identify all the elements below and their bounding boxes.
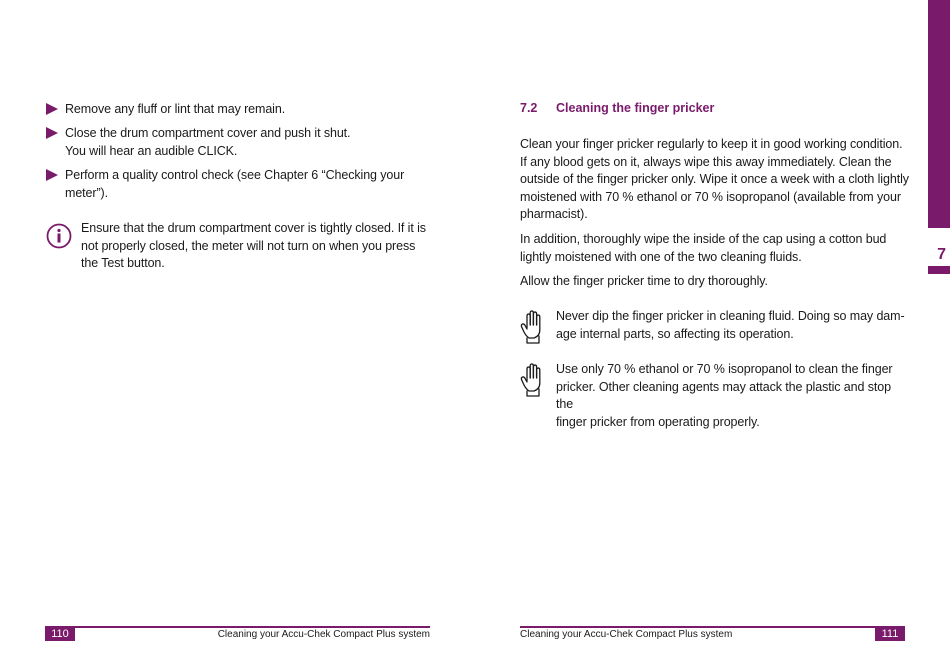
bullet-item (46, 101, 416, 119)
chapter-tab-bar (928, 0, 950, 228)
info-note-text: Ensure that the drum compartment cover is tightly closed. If it is (81, 221, 426, 235)
footer-rule (45, 626, 430, 628)
info-note-text: not properly closed, the meter will not turn on when you press (81, 238, 416, 253)
footer-title: Cleaning your Accu-Chek Compact Plus system (217, 629, 430, 640)
bullet-text: Close the drum compartment cover and push it shut. (65, 126, 351, 140)
warning-text: pricker. Other cleaning agents may attack the plastic and stop the (556, 379, 891, 412)
bullet-text: You will hear an audible CLICK. (65, 143, 238, 158)
chapter-tab-marker (928, 266, 950, 274)
paragraph-line: outside of the finger pricker only. Wipe it once a week with a cloth lightly (520, 172, 909, 187)
page-number: 110 (45, 627, 75, 641)
paragraph (520, 231, 910, 266)
section-title: Cleaning the finger pricker (556, 101, 715, 115)
chapter-tab-number: 7 (937, 246, 946, 263)
warning-text: age internal parts, so affecting its operation. (556, 326, 794, 341)
triangle-arrow-icon (46, 103, 58, 115)
hand-warning-icon (520, 310, 546, 344)
bullet-text: meter”). (65, 185, 108, 200)
footer-rule (520, 626, 905, 628)
paragraph-line: pharmacist). (520, 207, 588, 222)
paragraph (520, 273, 910, 291)
footer-title: Cleaning your Accu-Chek Compact Plus system (520, 629, 733, 640)
paragraph-line: moistened with 70 % ethanol or 70 % isopropanol (available from your (520, 189, 901, 204)
section-heading (520, 101, 714, 115)
warning-text: Never dip the finger pricker in cleaning fluid. Doing so may dam- (556, 309, 905, 323)
bullet-item (46, 125, 416, 160)
bullet-text: Remove any fluff or lint that may remain. (65, 102, 286, 116)
right-page (475, 0, 950, 669)
warning-text: finger pricker from operating properly. (556, 414, 760, 429)
paragraph (520, 136, 910, 224)
hand-warning-icon (520, 363, 546, 397)
info-icon (46, 223, 72, 249)
section-number: 7.2 (520, 101, 538, 115)
paragraph-line: Allow the finger pricker time to dry thoroughly. (520, 274, 768, 288)
bullet-item (46, 167, 416, 202)
triangle-arrow-icon (46, 169, 58, 181)
warning-text: Use only 70 % ethanol or 70 % isopropanol to clean the finger (556, 362, 893, 376)
triangle-arrow-icon (46, 127, 58, 139)
info-note-text: the Test button. (81, 256, 165, 271)
paragraph-line: lightly moistened with one of the two cleaning fluids. (520, 249, 802, 264)
paragraph-line: If any blood gets on it, always wipe this away immediately. Clean the (520, 154, 892, 169)
paragraph-line: Clean your finger pricker regularly to keep it in good working condition. (520, 137, 903, 151)
paragraph-line: In addition, thoroughly wipe the inside of the cap using a cotton bud (520, 232, 887, 246)
page-number: 111 (875, 627, 905, 641)
bullet-text: Perform a quality control check (see Chapter 6 “Checking your (65, 168, 405, 182)
